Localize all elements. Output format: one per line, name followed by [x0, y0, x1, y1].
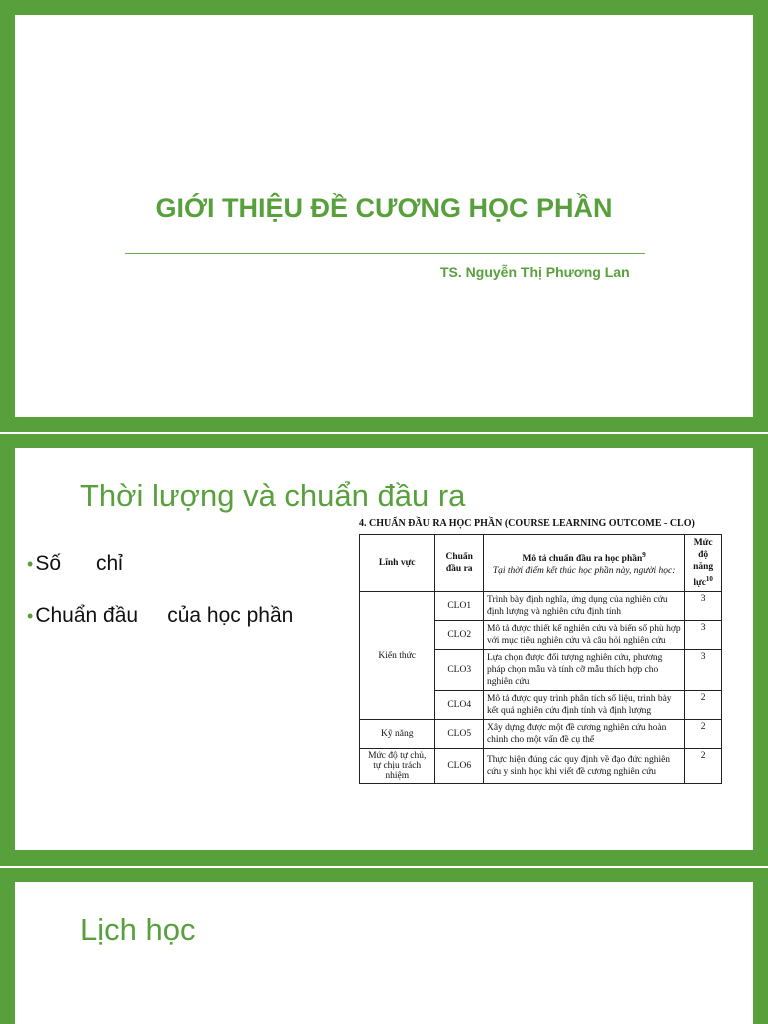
slide-schedule-heading: Lịch học: [80, 912, 196, 947]
slide-schedule: [0, 868, 768, 1024]
table-row: Kỹ năng CLO5 Xây dựng được một đề cương nghiên cứu hoàn chỉnh cho một vấn đề cụ thể 2: [360, 720, 722, 749]
bullet-dot-icon: •: [27, 554, 34, 574]
header-code: Chuẩn đầu ra: [435, 535, 484, 592]
slide-schedule-content: [15, 882, 753, 1024]
slide-outcomes-heading: Thời lượng và chuẩn đầu ra: [80, 478, 466, 513]
area-autonomy: Mức độ tự chủ, tự chịu trách nhiệm: [360, 749, 435, 784]
clo-table-image: [359, 518, 731, 784]
slide-title-heading: GIỚI THIỆU ĐỀ CƯƠNG HỌC PHẦN: [155, 193, 613, 223]
header-area: Lĩnh vực: [360, 535, 435, 592]
slide-title-content: [15, 15, 753, 417]
table-row: Mức độ tự chủ, tự chịu trách nhiệm CLO6 Thực hiện đúng các quy định về đạo đức nghiên cứu y sinh học khi viết đề cương nghiên cứu 2: [360, 749, 722, 784]
header-level: Mức độ năng lực$^{10}$: [685, 535, 722, 592]
header-desc: Mô tả chuẩn đầu ra học phần$^9$ Tại thời điểm kết thúc học phần này, người học:: [483, 535, 684, 592]
table-row: CLO4 Mô tả được quy trình phân tích số liệu, trình bày kết quả nghiên cứu định tính và định lượng 2: [360, 691, 722, 720]
title-divider: [125, 253, 645, 254]
table-row: CLO3 Lựa chọn được đối tượng nghiên cứu, phương pháp chọn mẫu và tính cỡ mẫu thích hợp cho nghiên cứu 3: [360, 650, 722, 691]
table-heading: 4. CHUẨN ĐẦU RA HỌC PHẦN (COURSE LEARNING OUTCOME - CLO): [359, 518, 695, 529]
author-name: TS. Nguyễn Thị Phương Lan: [440, 264, 630, 280]
area-knowledge: Kiến thức: [360, 592, 435, 720]
table-row: CLO2 Mô tả được thiết kế nghiên cứu và biến số phù hợp với mục tiêu nghiên cứu và câu hỏi nghiên cứu 3: [360, 621, 722, 650]
bullet-item: •Chuẩn đầu của học phần: [27, 604, 294, 627]
table-header-row: [360, 535, 722, 592]
area-skill: Kỹ năng: [360, 720, 435, 749]
slide-title: [0, 0, 768, 432]
bullet-item: •Số chỉ: [27, 552, 123, 575]
slide-outcomes: [0, 434, 768, 866]
slide-outcomes-content: [15, 448, 753, 850]
bullet-list: [27, 552, 293, 656]
clo-table: [359, 534, 722, 784]
table-row: Kiến thức CLO1 Trình bày định nghĩa, ứng dụng của nghiên cứu định lượng và nghiên cứu định tính 3: [360, 592, 722, 621]
bullet-dot-icon: •: [27, 606, 34, 626]
